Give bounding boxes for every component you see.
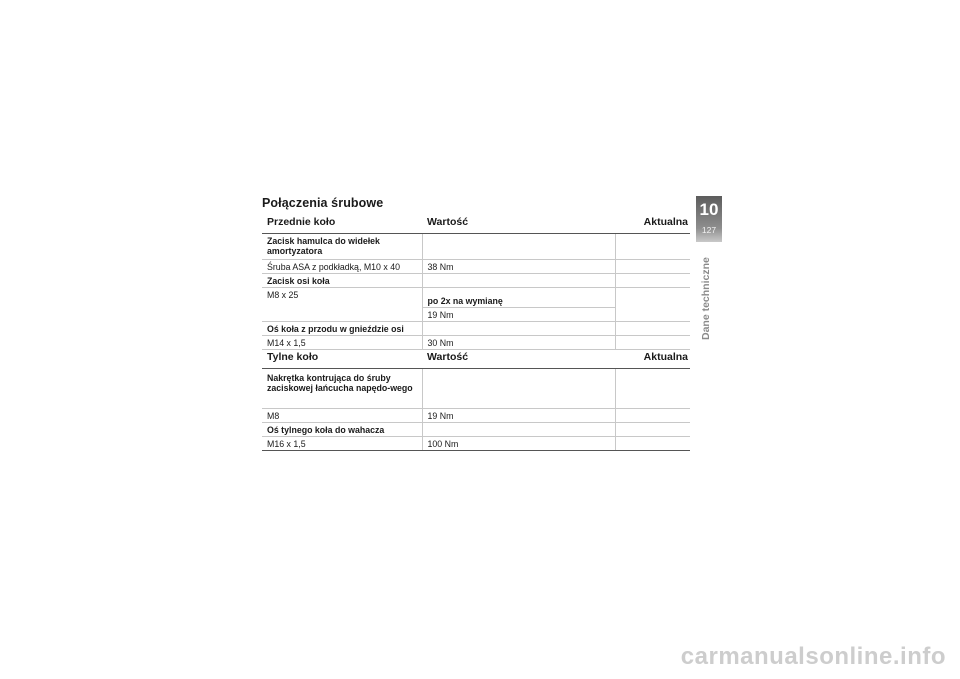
table-row	[262, 437, 690, 451]
header-actual: Aktualna	[615, 210, 690, 234]
row-value: 100 Nm	[422, 437, 615, 451]
row-value	[422, 369, 615, 409]
row-value	[422, 274, 615, 288]
row-value: 30 Nm	[422, 336, 615, 350]
row-actual	[615, 409, 690, 423]
row-description: Zacisk osi koła	[262, 274, 422, 288]
row-actual	[615, 260, 690, 274]
row-actual	[615, 423, 690, 437]
row-description: M8 x 25	[262, 288, 422, 322]
row-value	[422, 234, 615, 260]
table-row	[262, 274, 690, 288]
table-row	[262, 322, 690, 336]
table-row	[262, 369, 690, 409]
row-actual	[615, 322, 690, 336]
header-value: Wartość	[422, 210, 615, 234]
row-value	[422, 322, 615, 336]
watermark: carmanualsonline.info	[680, 643, 946, 670]
table-header	[262, 210, 690, 234]
table-row	[262, 288, 690, 308]
table-row	[262, 234, 690, 260]
chapter-number: 10	[699, 200, 719, 219]
row-actual	[615, 437, 690, 451]
row-description: Oś koła z przodu w gnieździe osi	[262, 322, 422, 336]
row-actual	[615, 274, 690, 288]
table-row	[262, 409, 690, 423]
row-value	[422, 423, 615, 437]
header-actual: Aktualna	[615, 345, 690, 369]
page-title: Połączenia śrubowe	[262, 196, 384, 210]
header-value: Wartość	[422, 345, 615, 369]
chapter-tab	[696, 196, 722, 242]
page-number: 127	[701, 225, 717, 235]
row-value: po 2x na wymianę	[422, 288, 615, 308]
row-description: Nakrętka kontrująca do śruby zaciskowej łańcucha napędo-wego	[262, 369, 422, 409]
header-component: Tylne koło	[262, 345, 422, 369]
row-actual	[615, 369, 690, 409]
row-actual	[615, 234, 690, 260]
table-header	[262, 345, 690, 369]
row-description: Śruba ASA z podkładką, M10 x 40	[262, 260, 422, 274]
row-description: M16 x 1,5	[262, 437, 422, 451]
row-value: 19 Nm	[422, 409, 615, 423]
row-description: Oś tylnego koła do wahacza	[262, 423, 422, 437]
row-description: Zacisk hamulca do widełek amortyzatora	[262, 234, 422, 260]
rear-wheel-table	[262, 345, 690, 451]
row-value-secondary: 19 Nm	[422, 308, 615, 322]
front-wheel-table	[262, 210, 690, 350]
row-actual	[615, 288, 690, 322]
header-component: Przednie koło	[262, 210, 422, 234]
table-row	[262, 260, 690, 274]
table-row	[262, 423, 690, 437]
row-value: 38 Nm	[422, 260, 615, 274]
section-label: Dane techniczne	[700, 257, 712, 340]
row-description: M14 x 1,5	[262, 336, 422, 350]
row-description: M8	[262, 409, 422, 423]
